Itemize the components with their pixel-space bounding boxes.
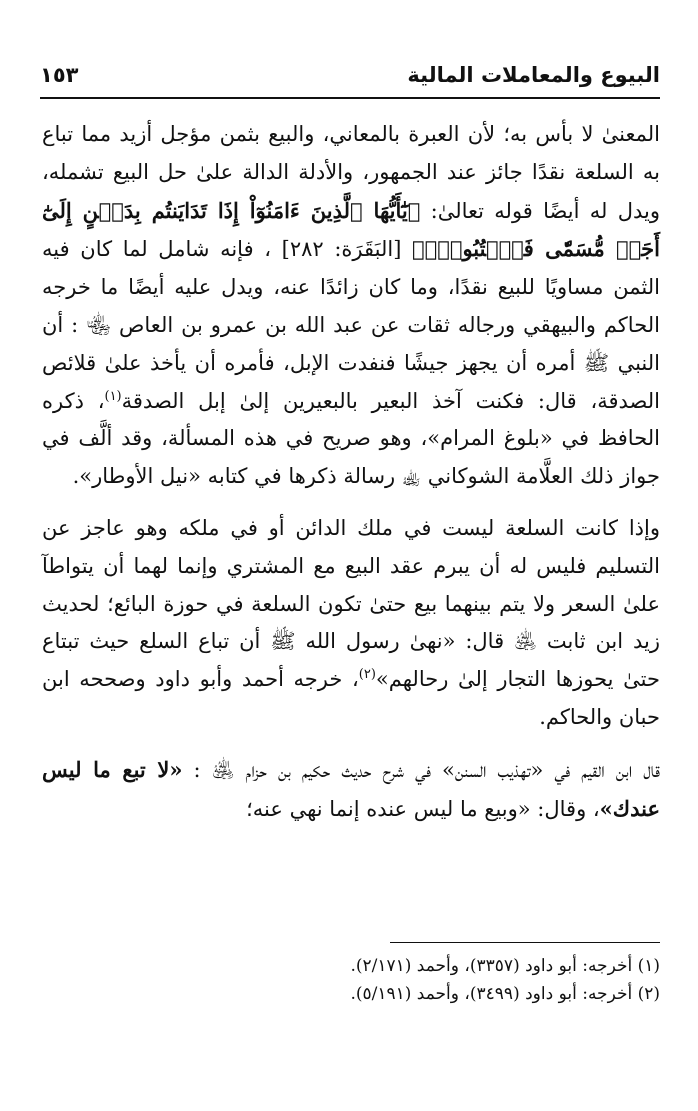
main-text bbox=[42, 116, 660, 828]
paragraph-2-text-b: ، خرجه أحمد وأبو داود وصححه ابن حبان والحاكم. bbox=[42, 667, 660, 729]
hadith-quote: «لا تبع ما ليس عندك» bbox=[42, 756, 660, 821]
page-number: ١٥٣ bbox=[40, 63, 79, 87]
paragraph-3 bbox=[42, 751, 660, 829]
paragraph-1 bbox=[42, 116, 660, 496]
paragraph-2 bbox=[42, 510, 660, 737]
paragraph-1-text-a: المعنىٰ لا بأس به؛ لأن العبرة بالمعاني، والبيع بثمن مؤجل أزيد مما تباع به السلعة نقدًا جائز عند الجمهور، والأدلة الدالة علىٰ حل البيع تشمله، ويدل له أيضًا قوله تعالىٰ: bbox=[42, 122, 660, 223]
footnotes bbox=[42, 952, 660, 1008]
paragraph-3-text-b: ، وقال: «وبيع ما ليس عنده إنما نهي عنه؛ bbox=[246, 796, 600, 821]
paragraph-3-text-a: قال ابن القيم في «تهذيب السنن» في شرح حديث حكيم بن حزام ﵁ : bbox=[182, 757, 660, 782]
footnote-1: (١) أخرجه: أبو داود (٣٣٥٧)، وأحمد (٢/١٧١). bbox=[350, 956, 660, 976]
paragraph-2-text-a: وإذا كانت السلعة ليست في ملك الدائن أو في ملكه وهو عاجز عن التسليم فليس له أن يبرم عقد البيع مع المشتري وإنما لهما أن يتواطآ علىٰ السعر ولا يتم بينهما بيع حتىٰ تكون السلعة في حوزة البائع؛ لحديث زيد ابن ثابت ﵁ قال: «نهىٰ رسول الله ﷺ أن تباع السلع حيث تبتاع حتىٰ يحوزها التجار إلىٰ رحالهم» bbox=[42, 515, 660, 692]
quran-verse: ﴿يَٰٓأَيُّهَا ٱلَّذِينَ ءَامَنُوٓاْ إِذَا تَدَايَنتُم بِدَيۡنٍ إِلَىٰٓ أَجَلٖ مُّسَمّٗى فَٱكۡتُبُوهُۚ﴾ bbox=[42, 197, 660, 262]
paragraph-1-text-b: [البَقَرَة: ٢٨٢] ، فإنه شامل لما كان فيه الثمن مساويًا للبيع نقدًا، وما كان زائدًا عنه، ويدل عليه أيضًا ما خرجه الحاكم والبيهقي ورجاله ثقات عن عبد الله بن عمرو بن العاص ﵄ : أن النبي ﷺ أمره أن يجهز جيشًا فنفدت الإبل، فأمره أن يأخذ علىٰ قلائص الصدقة، قال: فكنت آخذ البعير بالبعيرين إلىٰ إبل الصدقة bbox=[42, 237, 660, 413]
footnote-ref-1[interactable]: (١) bbox=[104, 388, 122, 404]
running-header bbox=[40, 58, 660, 92]
paragraph-1-text-c: ، ذكره الحافظ في «بلوغ المرام»، وهو صريح في هذه المسألة، وقد ألَّف في جواز ذلك العلَّامة الشوكاني ﵀ رسالة ذكرها في كتابه «نيل الأوطار». bbox=[42, 388, 660, 489]
footnote-divider bbox=[390, 942, 660, 943]
footnote-ref-2[interactable]: (٢) bbox=[358, 667, 376, 683]
header-divider bbox=[40, 97, 660, 99]
footnote-2: (٢) أخرجه: أبو داود (٣٤٩٩)، وأحمد (٥/١٩١). bbox=[350, 984, 660, 1004]
book-section-title: البيوع والمعاملات المالية bbox=[407, 63, 660, 87]
